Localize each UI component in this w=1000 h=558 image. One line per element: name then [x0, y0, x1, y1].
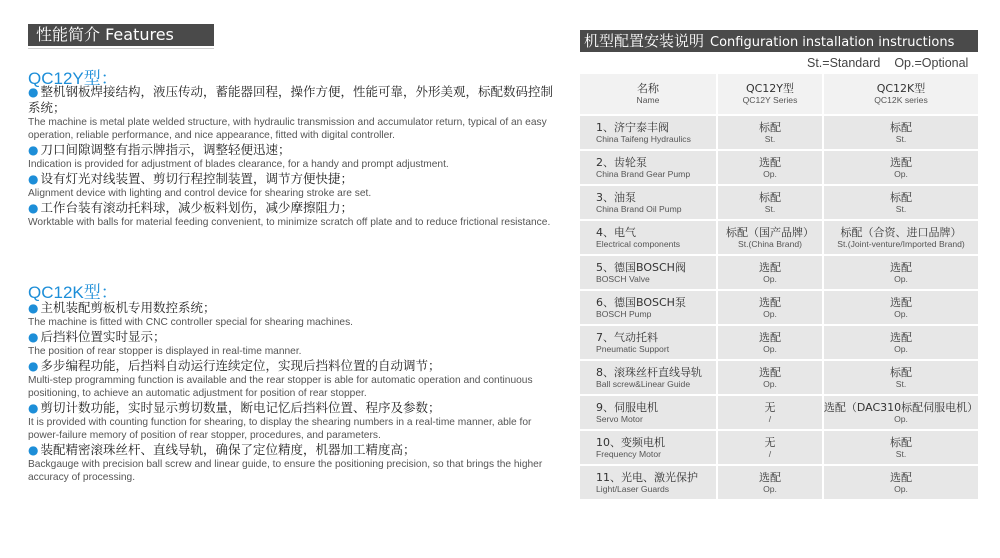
bullet-icon: ●: [28, 330, 39, 344]
bullet-icon: ●: [28, 443, 39, 457]
qc12y-features: [28, 84, 564, 229]
table-header-row: [580, 74, 978, 116]
qc12k-cell: 标配 St.: [824, 361, 978, 394]
table-row: [580, 361, 978, 396]
bullet-icon: ●: [28, 359, 39, 373]
qc12y-feature: ● 整机钢板焊接结构，液压传动，蓄能器回程，操作方便，性能可靠，外形美观，标配数码控制系统； The machine is metal plate welded structure, with hydraulic transmission and accumulator return, typical of an easy operation, reliable performance, and nice appearance, fitted with digital controller.: [28, 84, 553, 141]
table-row: [580, 186, 978, 221]
table-row: [580, 116, 978, 151]
qc12k-feature: ● 剪切计数功能，实时显示剪切数量，断电记忆后挡料位置、程序及参数； It is provided with counting function for shearing, to display the shearing numbers in a real-time manner, able for power-failure memory of position of rear stopper, procedures, and parameters.: [28, 400, 532, 441]
qc12k-cell: 选配 Op.: [824, 466, 978, 499]
qc12y-cell: 无 /: [718, 431, 822, 464]
qc12y-cell: 选配 Op.: [718, 361, 822, 394]
qc12y-cell: 选配 Op.: [718, 151, 822, 184]
qc12k-cell: 标配 St.: [824, 431, 978, 464]
qc12y-feature: ● 设有灯光对线装置、剪切行程控制装置，调节方便快捷； Alignment device with lighting and control device for shearing stroke are set.: [28, 171, 372, 199]
qc12k-title: QC12K型：: [28, 283, 118, 302]
table-row: [580, 396, 978, 431]
qc12k-cell: 选配 Op.: [824, 291, 978, 324]
qc12y-cell: 无 /: [718, 396, 822, 429]
bullet-icon: ●: [28, 301, 39, 315]
table-row: [580, 431, 978, 466]
qc12k-cell: 标配 St.: [824, 186, 978, 219]
qc12y-cell: 选配 Op.: [718, 466, 822, 499]
name-cell: 5、德国BOSCH阀 BOSCH Valve: [580, 256, 716, 289]
config-header: [580, 30, 978, 52]
bullet-icon: ●: [28, 201, 39, 215]
legend-optional: Op.=Optional: [894, 56, 969, 70]
config-header-en: Configuration installation instructions: [710, 35, 955, 50]
qc12y-cell: 标配 St.: [718, 186, 822, 219]
legend-standard: St.=Standard: [807, 56, 881, 70]
legend: [807, 56, 982, 70]
table-row: [580, 151, 978, 186]
bullet-icon: ●: [28, 172, 39, 186]
qc12y-cell: 选配 Op.: [718, 256, 822, 289]
qc12k-cell: 选配 Op.: [824, 326, 978, 359]
header-qc12k: QC12K型 QC12K series: [824, 74, 978, 114]
name-cell: 10、变频电机 Frequency Motor: [580, 431, 716, 464]
qc12k-cell: 选配 Op.: [824, 256, 978, 289]
qc12k-feature: ● 装配精密滚珠丝杆、直线导轨，确保了定位精度，机器加工精度高； Backgauge with precision ball screw and linear guide, to ensure the positioning precision, so that brings the higher accuracy of processing.: [28, 442, 543, 483]
name-cell: 6、德国BOSCH泵 BOSCH Pump: [580, 291, 716, 324]
table-row: [580, 291, 978, 326]
header-name: 名称 Name: [580, 74, 716, 114]
bullet-icon: ●: [28, 85, 39, 99]
name-cell: 1、济宁泰丰阀 China Taifeng Hydraulics: [580, 116, 716, 149]
config-table: [580, 74, 978, 501]
table-row: [580, 256, 978, 291]
qc12k-feature: ● 后挡料位置实时显示； The position of rear stopper is displayed in real-time manner.: [28, 329, 302, 357]
qc12y-feature: ● 刀口间隙调整有指示牌指示，调整轻便迅速； Indication is provided for adjustment of blades clearance, for a handy and prompt adjustment.: [28, 142, 449, 170]
table-row: [580, 466, 978, 501]
table-row: [580, 221, 978, 256]
qc12k-features: [28, 300, 564, 484]
name-cell: 9、伺服电机 Servo Motor: [580, 396, 716, 429]
bullet-icon: ●: [28, 143, 39, 157]
name-cell: 4、电气 Electrical components: [580, 221, 716, 254]
qc12y-cell: 选配 Op.: [718, 291, 822, 324]
features-header: 性能简介 Features: [28, 24, 214, 46]
qc12y-cell: 标配 St.: [718, 116, 822, 149]
name-cell: 7、气动托料 Pneumatic Support: [580, 326, 716, 359]
features-header-underline: [28, 48, 214, 49]
table-row: [580, 326, 978, 361]
qc12k-feature: ● 主机装配剪板机专用数控系统； The machine is fitted with CNC controller special for shearing machines.: [28, 300, 354, 328]
name-cell: 8、滚珠丝杆直线导轨 Ball screw&Linear Guide: [580, 361, 716, 394]
qc12y-cell: 标配（国产品牌） St.(China Brand): [718, 221, 822, 254]
qc12k-cell: 选配（DAC310标配伺服电机） Op.: [824, 396, 978, 429]
name-cell: 2、齿轮泵 China Brand Gear Pump: [580, 151, 716, 184]
qc12k-cell: 标配 St.: [824, 116, 978, 149]
qc12y-feature: ● 工作台装有滚动托料球，减少板料划伤，减少摩擦阻力； Worktable with balls for material feeding convenient, to minimize scratch off plate and to reduce frictional resistance.: [28, 200, 551, 228]
qc12k-cell: 标配（合资、进口品牌） St.(Joint-venture/Imported Brand): [824, 221, 978, 254]
table-body: [580, 116, 978, 501]
qc12y-title: QC12Y型：: [28, 69, 118, 88]
bullet-icon: ●: [28, 401, 39, 415]
qc12k-cell: 选配 Op.: [824, 151, 978, 184]
qc12y-cell: 选配 Op.: [718, 326, 822, 359]
qc12k-feature: ● 多步编程功能，后挡料自动运行连续定位，实现后挡料位置的自动调节； Multi-step programming function is available and the rear stopper is able for automatic operation and continuous positioning, to achieve an automatic adjustment for position of rear stopper.: [28, 358, 533, 399]
config-header-cn: 机型配置安装说明: [584, 32, 705, 50]
name-cell: 11、光电、激光保护 Light/Laser Guards: [580, 466, 716, 499]
header-qc12y: QC12Y型 QC12Y Series: [718, 74, 822, 114]
name-cell: 3、油泵 China Brand Oil Pump: [580, 186, 716, 219]
